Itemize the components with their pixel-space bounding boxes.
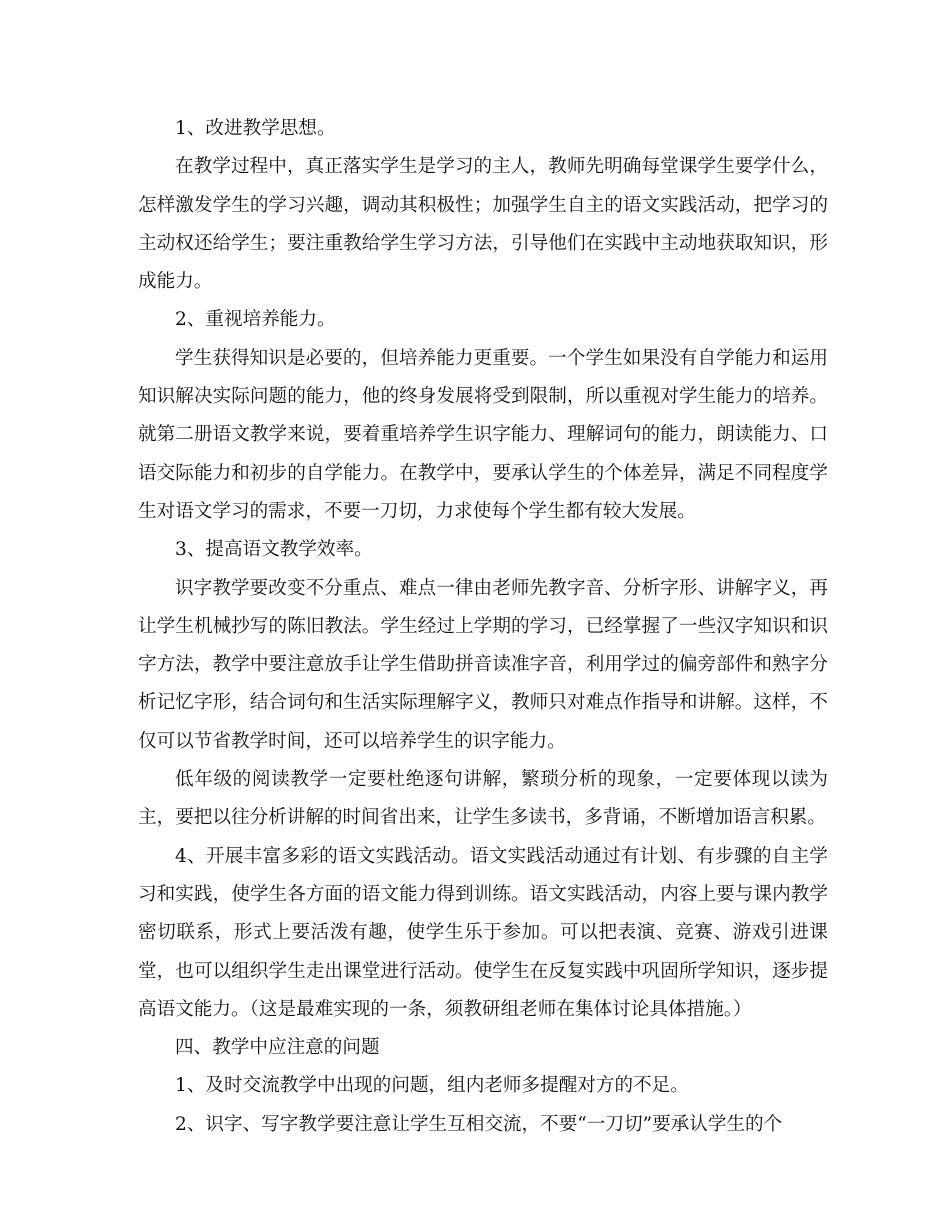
- document-body: [138, 110, 828, 1144]
- paragraph-reading-teaching: 低年级的阅读教学一定要杜绝逐句讲解，繁琐分析的现象，一定要体现以读为主，要把以往分析讲解的时间省出来，让学生多读书，多背诵，不断增加语言积累。: [138, 769, 828, 829]
- paragraph-teaching-philosophy: 在教学过程中，真正落实学生是学习的主人，教师先明确每堂课学生要学什么，怎样激发学生的学习兴趣，调动其积极性；加强学生自主的语文实践活动，把学习的主动权还给学生；要注重教给学生学习方法，引导他们在实践中主动地获取知识，形成能力。: [138, 156, 828, 293]
- paragraph-literacy-teaching: 识字教学要改变不分重点、难点一律由老师先教字音、分析字形、讲解字义，再让学生机械抄写的陈旧教法。学生经过上学期的学习，已经掌握了一些汉字知识和识字方法，教学中要注意放手让学生借助拼音读准字音，利用学过的偏旁部件和熟字分析记忆字形，结合词句和生活实际理解字义，教师只对难点作指导和讲解。这样，不仅可以节省教学时间，还可以培养学生的识字能力。: [138, 577, 828, 752]
- section-heading-issues: 四、教学中应注意的问题: [175, 1037, 380, 1059]
- paragraph-ability-training: 学生获得知识是必要的，但培养能力更重要。一个学生如果没有自学能力和运用知识解决实际问题的能力，他的终身发展将受到限制，所以重视对学生能力的培养。就第二册语文教学来说，要着重培养学生识字能力、理解词句的能力，朗读能力、口语交际能力和初步的自学能力。在教学中，要承认学生的个体差异，满足不同程度学生对语文学习的需求，不要一刀切，力求使每个学生都有较大发展。: [138, 347, 828, 522]
- section-heading-2: 2、重视培养能力。: [175, 309, 336, 331]
- list-item-issue-1: 1、及时交流教学中出现的问题，组内老师多提醒对方的不足。: [175, 1075, 689, 1097]
- list-item-issue-2: 2、识字、写字教学要注意让学生互相交流，不要“一刀切”要承认学生的个: [175, 1113, 783, 1135]
- section-heading-4: 4、开展丰富多彩的语文实践活动。语文实践活动通过有计划、有步骤的自主学习和实践，使学生各方面的语文能力得到训练。语文实践活动，内容上要与课内教学密切联系，形式上要活泼有趣，使学生乐于参加。可以把表演、竞赛、游戏引进课堂，也可以组织学生走出课堂进行活动。使学生在反复实践中巩固所学知识，逐步提高语文能力。（这是最难实现的一条，须教研组老师在集体讨论具体措施。）: [138, 845, 828, 1020]
- section-heading-1: 1、改进教学思想。: [175, 118, 336, 139]
- section-heading-3: 3、提高语文教学效率。: [175, 539, 373, 561]
